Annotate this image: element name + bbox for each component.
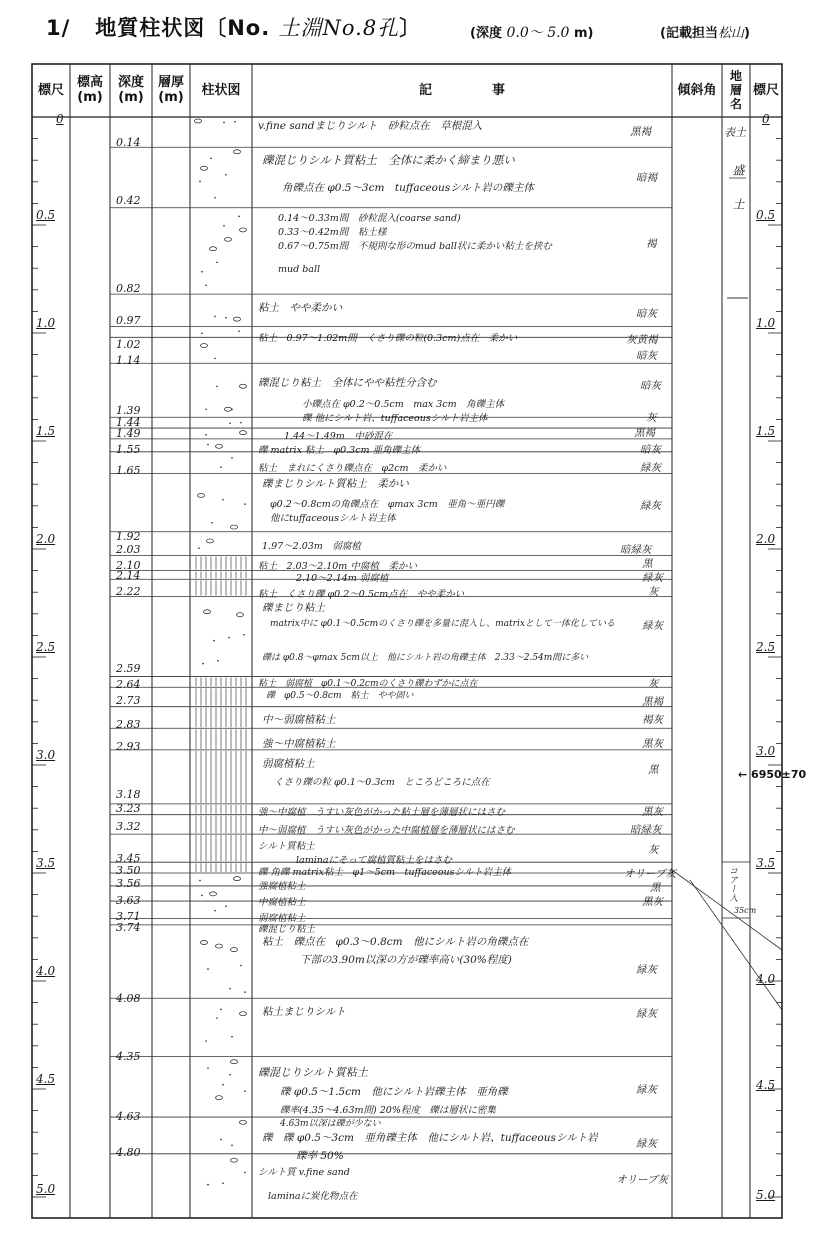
- depth-value: 3.63: [116, 894, 141, 907]
- depth-value: 1.49: [116, 427, 141, 440]
- description-line: 礫 φ0.5〜0.8cm 粘土 やや固い: [266, 691, 414, 701]
- gravel-mark: [231, 1060, 238, 1064]
- description-line: 0.67〜0.75m間 不規則な形のmud ball状に柔かい粘土を挟む: [278, 241, 552, 252]
- gravel-mark: [201, 166, 208, 170]
- color-label: 緑灰: [636, 1138, 657, 1150]
- color-label: 緑灰: [642, 572, 663, 584]
- description-line: v.fine sandまじりシルト 砂粒点在 草根混入: [258, 120, 483, 132]
- scale-left-0.5: 0.5: [36, 208, 56, 222]
- sand-dot: [201, 333, 203, 335]
- color-label: 黒灰: [642, 896, 663, 908]
- description-line: 礫まじりシルト質粘土 柔かい: [262, 478, 409, 490]
- gravel-mark: [240, 384, 247, 388]
- depth-value: 3.45: [116, 852, 141, 865]
- description-line: 粘土 くさり礫 φ0.2〜0.5cm点在 やや柔かい: [258, 589, 465, 600]
- color-label: 緑灰: [636, 1008, 657, 1020]
- sand-dot: [244, 1172, 246, 1174]
- depth-value: 0.97: [116, 314, 141, 327]
- gravel-mark: [240, 228, 247, 232]
- depth-value: 3.74: [116, 921, 141, 934]
- sand-dot: [214, 316, 216, 318]
- color-label: 黒褐: [642, 696, 663, 708]
- sand-dot: [223, 122, 225, 124]
- gravel-mark: [240, 1012, 247, 1016]
- description-line: 中〜弱腐植粘土: [262, 714, 336, 726]
- color-label: 灰: [646, 412, 657, 424]
- color-label: 暗灰: [640, 380, 661, 392]
- color-label: 暗緑灰: [630, 824, 662, 836]
- header-description: 記事: [418, 82, 565, 98]
- depth-value: 3.50: [116, 864, 141, 877]
- depth-value: 3.23: [116, 802, 141, 815]
- header-scale-right: 標尺: [752, 82, 779, 98]
- sand-dot: [231, 1145, 233, 1147]
- description-line: 礫混じり粘土: [258, 924, 316, 935]
- depth-value: 2.73: [116, 694, 141, 707]
- gravel-mark: [216, 1096, 223, 1100]
- description-line: 弱腐植粘土: [258, 913, 306, 924]
- sand-dot: [205, 1040, 207, 1042]
- c14-age: ← 6950±70: [738, 768, 807, 781]
- depth-value: 4.80: [116, 1146, 141, 1159]
- sand-dot: [225, 317, 227, 319]
- sand-dot: [216, 385, 218, 387]
- description-line: 中〜弱腐植 うすい灰色がかった中腐植層を薄層状にはさむ: [258, 825, 515, 836]
- gravel-mark: [231, 1158, 238, 1162]
- color-label: オリーブ灰: [616, 1174, 668, 1186]
- sand-dot: [199, 880, 201, 882]
- sand-dot: [210, 157, 212, 159]
- sand-dot: [207, 1067, 209, 1069]
- depth-value: 3.56: [116, 877, 141, 890]
- recorder-label: (記載担当: [660, 26, 718, 41]
- sand-dot: [244, 503, 246, 505]
- depth-value: 0.42: [116, 194, 141, 207]
- depth-value: 1.14: [116, 354, 141, 367]
- sand-dot: [214, 197, 216, 199]
- depth-value: 4.35: [116, 1050, 141, 1063]
- sand-dot: [205, 434, 207, 436]
- sand-dot: [238, 330, 240, 332]
- description-line: 礫 他にシルト岩、tuffaceousシルト岩主体: [302, 413, 488, 424]
- sand-dot: [220, 1139, 222, 1141]
- gravel-mark: [240, 431, 247, 435]
- depth-value: 1.92: [116, 530, 141, 543]
- scale-left-5.0: 5.0: [36, 1182, 56, 1196]
- sand-dot: [240, 965, 242, 967]
- description-line: 0.33〜0.42m間 粘土様: [278, 227, 387, 238]
- description-line: 礫混じりシルト質粘土: [258, 1066, 368, 1079]
- sand-dot: [217, 660, 219, 662]
- sand-dot: [198, 547, 200, 549]
- header-thickness: 層厚 (m): [157, 75, 184, 105]
- description-line: 強〜中腐植粘土: [262, 738, 336, 750]
- description-line: 礫 φ0.5〜1.5cm 他にシルト岩礫主体 亜角礫: [280, 1086, 508, 1098]
- sand-dot: [240, 422, 242, 424]
- sand-dot: [229, 1074, 231, 1076]
- sand-dot: [205, 285, 207, 287]
- depth-value: 2.93: [116, 740, 141, 753]
- description-line: 粘土 礫点在 φ0.3〜0.8cm 他にシルト岩の角礫点在: [262, 936, 529, 948]
- description-line: laminaに炭化物点在: [268, 1191, 358, 1202]
- core-sample-depth: 35cm: [734, 906, 757, 915]
- depth-value: 1.39: [116, 404, 141, 417]
- description-line: 粘土 まれにくさり礫点在 φ2cm 柔かい: [258, 463, 447, 474]
- gravel-mark: [201, 344, 208, 348]
- description-line: matrix中に φ0.1〜0.5cmのくさり礫を多量に混入し、matrixとして一体化している: [270, 619, 615, 629]
- description-line: 強腐植粘土: [258, 881, 306, 892]
- color-label: 黒灰: [642, 806, 663, 818]
- description-line: 礫 礫 φ0.5〜3cm 亜角礫主体 他にシルト岩、tuffaceousシルト岩: [262, 1132, 598, 1144]
- description-line: シルト質粘土: [258, 841, 315, 852]
- description-line: くさり礫の粒 φ0.1〜0.3cm ところどころに点在: [274, 777, 490, 788]
- recorder-name: 松山: [717, 26, 744, 41]
- description-line: 2.10〜2.14m 弱腐植: [296, 573, 389, 584]
- gravel-mark: [240, 1120, 247, 1124]
- gravel-mark: [204, 610, 211, 614]
- scale-right-4.5: 4.5: [756, 1078, 776, 1092]
- scale-right-1.0: 1.0: [756, 316, 776, 330]
- header-stratum: 地 層 名: [729, 69, 742, 111]
- color-label: 灰: [648, 586, 659, 598]
- sand-dot: [229, 988, 231, 990]
- sand-dot: [244, 1090, 246, 1092]
- header-elevation: 標高 (m): [76, 75, 103, 105]
- gravel-mark: [225, 237, 232, 241]
- depth-range-label: (深度: [470, 26, 502, 41]
- sand-dot: [213, 640, 215, 642]
- depth-value: 1.65: [116, 464, 141, 477]
- color-label: 黒: [648, 764, 659, 776]
- description-line: 0.14〜0.33m間 砂粒混入(coarse sand): [278, 213, 461, 224]
- sheet-number: 1/: [46, 16, 71, 40]
- gravel-mark: [237, 613, 244, 617]
- borehole-number: 土淵No.8孔: [278, 16, 400, 40]
- scale-left-2.0: 2.0: [36, 532, 56, 546]
- description-line: 礫 角礫 matrix粘土 φ1〜5cm tuffaceousシルト岩主体: [258, 867, 512, 878]
- description-line: 礫混じりシルト質粘土 全体に柔かく締まり悪い: [262, 153, 515, 167]
- scale-left-4.5: 4.5: [36, 1072, 56, 1086]
- description-line: 粘土 弱腐植 φ0.1〜0.2cmのくさり礫わずかに点在: [258, 679, 478, 689]
- description-line: 角礫点在 φ0.5〜3cm tuffaceousシルト岩の礫主体: [282, 182, 534, 194]
- depth-value: 2.59: [116, 662, 141, 675]
- sand-dot: [214, 910, 216, 912]
- gravel-mark: [210, 247, 217, 251]
- scale-right-2.0: 2.0: [756, 532, 776, 546]
- sand-dot: [231, 408, 233, 410]
- color-label: 暗灰: [640, 444, 661, 456]
- gravel-mark: [234, 877, 241, 881]
- sand-dot: [234, 121, 236, 123]
- scale-right-3.0: 3.0: [756, 744, 776, 758]
- depth-value: 1.02: [116, 338, 141, 351]
- gravel-mark: [231, 948, 238, 952]
- gravel-mark: [231, 525, 238, 529]
- header-dip: 傾斜角: [677, 82, 717, 98]
- sand-dot: [228, 637, 230, 639]
- title-number-close: 〕: [399, 16, 422, 40]
- color-label: 暗褐: [636, 172, 657, 184]
- depth-value: 1.44: [116, 416, 141, 429]
- color-label: 緑灰: [640, 500, 661, 512]
- sand-dot: [223, 225, 225, 227]
- depth-value: 4.63: [116, 1110, 141, 1123]
- depth-value: 2.22: [116, 585, 141, 598]
- description-line: 礫率 50%: [296, 1150, 344, 1162]
- color-label: 暗灰: [636, 308, 657, 320]
- sand-dot: [231, 1036, 233, 1038]
- scale-right-4.0: 4.0: [756, 972, 776, 986]
- description-line: 1.97〜2.03m 弱腐植: [262, 541, 361, 552]
- depth-value: 0.14: [116, 136, 141, 149]
- sand-dot: [199, 180, 201, 182]
- sand-dot: [216, 262, 218, 264]
- sand-dot: [243, 634, 245, 636]
- color-label: 緑灰: [642, 620, 663, 632]
- description-line: シルト質 v.fine sand: [258, 1167, 350, 1178]
- scale-left-4.0: 4.0: [36, 964, 56, 978]
- sand-dot: [220, 466, 222, 468]
- gravel-mark: [210, 892, 217, 896]
- stratum-fill: 盛土: [731, 164, 745, 232]
- color-label: 黒灰: [642, 738, 663, 750]
- depth-value: 4.08: [116, 992, 141, 1005]
- sand-dot: [220, 1009, 222, 1011]
- sand-dot: [222, 499, 224, 501]
- color-label: 灰: [648, 844, 659, 856]
- sand-dot: [207, 968, 209, 970]
- color-label: 緑灰: [636, 964, 657, 976]
- color-label: オリーブ灰: [624, 868, 676, 880]
- sand-dot: [211, 522, 213, 524]
- gravel-mark: [198, 493, 205, 497]
- color-label: 灰黄褐: [626, 334, 658, 346]
- description-line: 礫率(4.35〜4.63m間) 20%程度 礫は層状に密集: [280, 1105, 496, 1116]
- scale-left-1.5: 1.5: [36, 424, 56, 438]
- gravel-mark: [216, 444, 223, 448]
- gravel-mark: [201, 941, 208, 945]
- color-label: 黒: [642, 558, 653, 570]
- gravel-mark: [225, 407, 232, 411]
- color-label: 緑灰: [636, 1084, 657, 1096]
- depth-value: 0.82: [116, 282, 141, 295]
- depth-range-value: 0.0〜 5.0: [506, 25, 570, 41]
- color-label: 灰: [648, 678, 659, 690]
- description-line: 粘土まじりシルト: [262, 1006, 346, 1018]
- description-line: 下部の3.90m以深の方が礫率高い(30%程度): [300, 954, 512, 966]
- depth-value: 1.55: [116, 443, 141, 456]
- scale-right-3.5: 3.5: [756, 856, 776, 870]
- sand-dot: [214, 358, 216, 360]
- depth-value: 3.71: [116, 910, 141, 923]
- depth-range-unit: m): [574, 26, 594, 41]
- description-line: 礫まじり粘土: [262, 602, 325, 614]
- description-line: 礫は φ0.8〜φmax 5cm以上 他にシルト岩の角礫主体 2.33〜2.54m間に多い: [262, 653, 589, 663]
- color-label: 黒褐: [630, 126, 651, 138]
- color-label: 暗緑灰: [620, 544, 652, 556]
- sand-dot: [216, 1017, 218, 1019]
- sand-dot: [225, 174, 227, 176]
- scale-left-1.0: 1.0: [36, 316, 56, 330]
- color-label: 黒: [650, 882, 661, 894]
- sand-dot: [229, 422, 231, 424]
- description-line: 礫 matrix 粘土 φ0.3cm 亜角礫主体: [258, 445, 421, 456]
- scale-left-3.5: 3.5: [36, 856, 56, 870]
- scale-left-0: 0: [56, 112, 64, 126]
- core-sample-label: コアー入: [727, 866, 737, 902]
- scale-left-2.5: 2.5: [36, 640, 56, 654]
- header-column: 柱状図: [201, 82, 241, 98]
- depth-value: 3.18: [116, 788, 141, 801]
- mud-ball-label: mud ball: [278, 264, 321, 275]
- sand-dot: [231, 457, 233, 459]
- sand-dot: [202, 663, 204, 665]
- header-depth: 深度 (m): [117, 75, 144, 105]
- description-line: 1.44〜1.49m 中砂混在: [284, 431, 393, 442]
- sand-dot: [238, 216, 240, 218]
- gravel-mark: [216, 944, 223, 948]
- scale-left-3.0: 3.0: [36, 748, 56, 762]
- header-scale-left: 標尺: [37, 82, 64, 98]
- sand-dot: [205, 408, 207, 410]
- sand-dot: [207, 444, 209, 446]
- gravel-mark: [207, 539, 214, 543]
- gravel-mark: [234, 317, 241, 321]
- description-line: 粘土 やや柔かい: [258, 302, 342, 314]
- sand-dot: [222, 1182, 224, 1184]
- description-line: 中腐植粘土: [258, 897, 306, 908]
- description-line: 弱腐植粘土: [262, 758, 315, 770]
- description-line: 小礫点在 φ0.2〜0.5cm max 3cm 角礫主体: [302, 399, 505, 410]
- sand-dot: [207, 1184, 209, 1186]
- sand-dot: [222, 1084, 224, 1086]
- gravel-mark: [234, 150, 241, 154]
- color-label: 褐: [646, 238, 657, 250]
- depth-value: 3.32: [116, 820, 141, 833]
- description-line: 4.63m以深は礫が少ない: [280, 1119, 381, 1129]
- depth-value: 2.03: [116, 543, 141, 556]
- color-label: 緑灰: [640, 462, 661, 474]
- scale-right-1.5: 1.5: [756, 424, 776, 438]
- title-number-open: 〔No.: [205, 16, 271, 40]
- description-line: φ0.2〜0.8cmの角礫点在 φmax 3cm 亜角〜亜円礫: [270, 499, 505, 510]
- scale-right-0: 0: [762, 112, 770, 126]
- description-line: 強〜中腐植 うすい灰色がかった粘土層を薄層状にはさむ: [258, 807, 506, 818]
- color-label: 暗灰: [636, 350, 657, 362]
- sand-dot: [225, 905, 227, 907]
- description-line: laminaにそって腐植質粘土をはさむ: [296, 855, 453, 866]
- sand-dot: [201, 895, 203, 897]
- scale-right-0.5: 0.5: [756, 208, 776, 222]
- color-label: 褐灰: [642, 714, 663, 726]
- depth-value: 2.83: [116, 718, 141, 731]
- sand-dot: [201, 271, 203, 273]
- description-line: 粘土 2.03〜2.10m 中腐植 柔かい: [258, 561, 417, 572]
- color-label: 黒褐: [634, 427, 655, 439]
- depth-value: 2.10: [116, 559, 141, 572]
- scale-right-2.5: 2.5: [756, 640, 776, 654]
- title-label: 地質柱状図: [95, 16, 206, 40]
- description-line: 礫混じり粘土 全体にやや粘性分含む: [258, 377, 437, 389]
- description-line: 他にtuffaceousシルト岩主体: [270, 513, 396, 524]
- gravel-mark: [195, 119, 202, 123]
- depth-value: 2.64: [116, 678, 141, 691]
- stratum-topsoil: 表土: [724, 126, 746, 139]
- description-line: 粘土 0.97〜1.02m間 くさり礫の粒(0.3cm)点在 柔かい: [258, 333, 518, 344]
- sand-dot: [244, 991, 246, 993]
- depth-value: 2.14: [116, 569, 141, 582]
- scale-right-5.0: 5.0: [756, 1188, 776, 1202]
- recorder-close: ): [743, 26, 750, 41]
